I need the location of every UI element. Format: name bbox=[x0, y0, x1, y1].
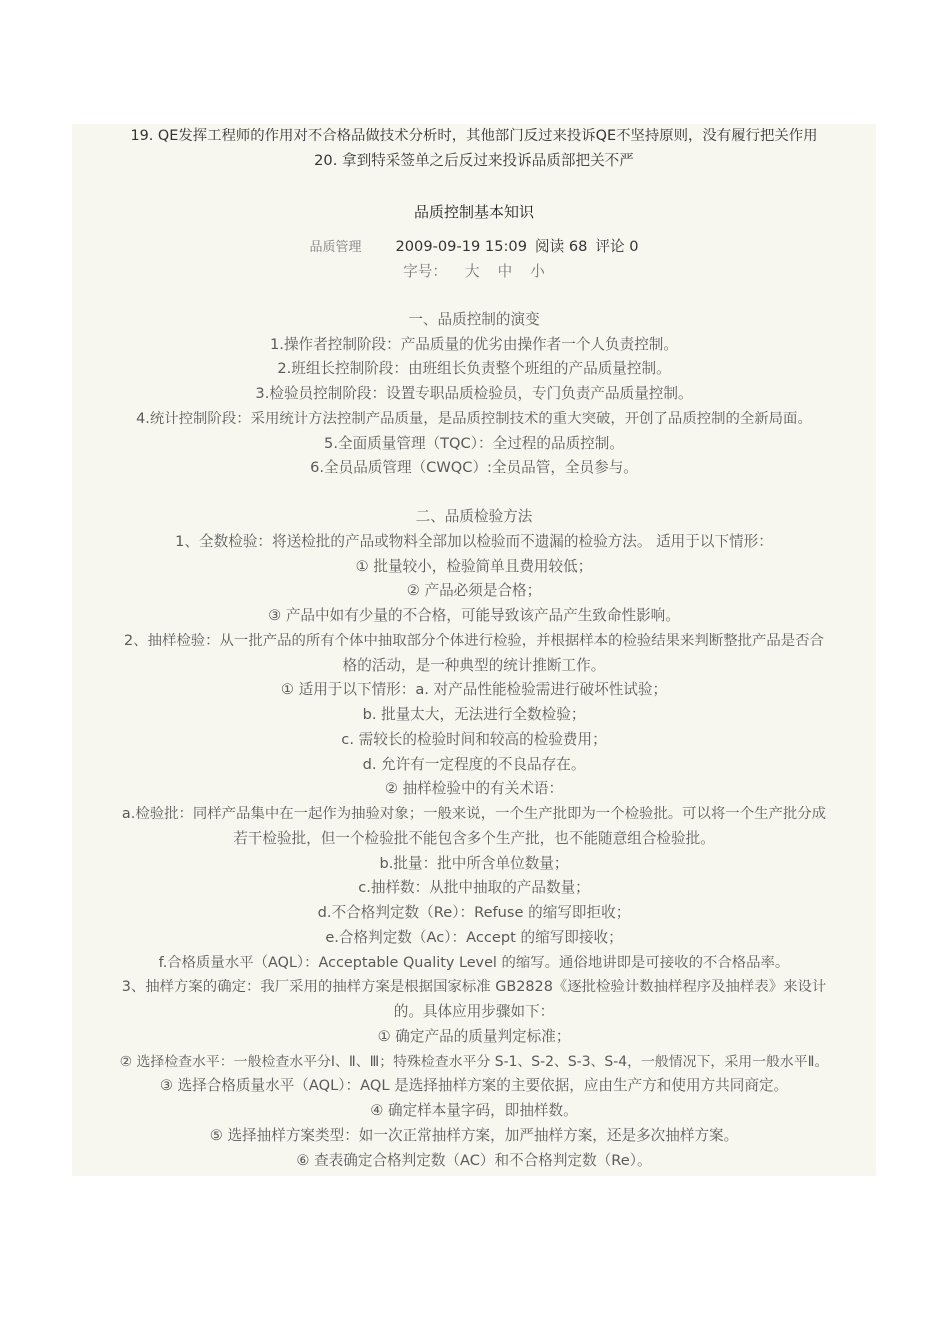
paragraph-line: 2、抽样检验：从一批产品的所有个体中抽取部分个体进行检验，并根据样本的检验结果来判断整批产品是否合 bbox=[124, 633, 824, 649]
article-meta bbox=[72, 236, 876, 259]
paragraph-line: c.抽样数：从批中抽取的产品数量； bbox=[358, 879, 590, 896]
category-link[interactable]: 品质管理 bbox=[309, 240, 362, 255]
paragraph-line: ③ 产品中如有少量的不合格，可能导致该产品产生致命性影响。 bbox=[268, 607, 680, 624]
paragraph-line: 6.全员品质管理（CWQC）:全员品管，全员参与。 bbox=[310, 459, 638, 476]
paragraph-line: 若干检验批，但一个检验批不能包含多个生产批，也不能随意组合检验批。 bbox=[233, 830, 715, 847]
list-item-19: 19. QE发挥工程师的作用对不合格品做技术分析时，其他部门反过来投诉QE不坚持原则，没有履行把关作用 bbox=[130, 128, 818, 144]
paragraph-line: 的。具体应用步骤如下： bbox=[393, 1003, 555, 1020]
section-heading-evolution: 一、品质控制的演变 bbox=[408, 311, 540, 328]
paragraph-line: b. 批量太大，无法进行全数检验； bbox=[362, 706, 586, 723]
paragraph-line: ② 抽样检验中的有关术语： bbox=[384, 780, 564, 797]
paragraph-line: ② 选择检查水平：一般检查水平分Ⅰ、Ⅱ、Ⅲ；特殊检查水平分 S-1、S-2、S-3、S-4，一般情况下，采用一般水平Ⅱ。 bbox=[119, 1054, 829, 1070]
paragraph-line: 2.班组长控制阶段：由班组长负责整个班组的产品质量控制。 bbox=[277, 360, 671, 377]
font-size-selector bbox=[72, 261, 876, 283]
paragraph-line: d. 允许有一定程度的不良品存在。 bbox=[362, 756, 586, 773]
paragraph-line: ① 确定产品的质量判定标准； bbox=[377, 1028, 571, 1045]
paragraph-line: f.合格质量水平（AQL）：Acceptable Quality Level 的缩写。通俗地讲即是可接收的不合格品率。 bbox=[158, 955, 790, 971]
paragraph-line: b.批量：批中所含单位数量； bbox=[379, 855, 569, 872]
paragraph-line: 3.检验员控制阶段：设置专职品质检验员，专门负责产品质量控制。 bbox=[255, 385, 693, 402]
comment-count[interactable]: 评论 0 bbox=[595, 238, 639, 255]
paragraph-line: a.检验批：同样产品集中在一起作为抽验对象；一般来说，一个生产批即为一个检验批。可以将一个生产批分成 bbox=[121, 806, 827, 822]
paragraph-line: ② 产品必须是合格； bbox=[406, 582, 542, 599]
paragraph-line: ⑤ 选择抽样方案类型：如一次正常抽样方案，加严抽样方案，还是多次抽样方案。 bbox=[209, 1127, 739, 1144]
paragraph-line: ⑥ 查表确定合格判定数（AC）和不合格判定数（Re）。 bbox=[296, 1152, 652, 1169]
font-size-medium-link[interactable]: 中 bbox=[497, 263, 513, 280]
paragraph-line: ③ 选择合格质量水平（AQL）：AQL 是选择抽样方案的主要依据，应由生产方和使用方共同商定。 bbox=[159, 1077, 789, 1094]
paragraph-line: ① 适用于以下情形：a. 对产品性能检验需进行破坏性试验； bbox=[280, 681, 668, 698]
font-size-large-link[interactable]: 大 bbox=[464, 263, 480, 280]
section-heading-inspection: 二、品质检验方法 bbox=[415, 508, 533, 525]
read-count: 阅读 68 bbox=[535, 238, 588, 255]
paragraph-line: 4.统计控制阶段：采用统计方法控制产品质量，是品质控制技术的重大突破，开创了品质控制的全新局面。 bbox=[136, 411, 812, 427]
paragraph-line: d.不合格判定数（Re）：Refuse 的缩写即拒收； bbox=[317, 904, 631, 921]
article-title: 品质控制基本知识 bbox=[413, 203, 534, 221]
paragraph-line: c. 需较长的检验时间和较高的检验费用； bbox=[341, 731, 607, 748]
list-item-20: 20. 拿到特采签单之后反过来投诉品质部把关不严 bbox=[314, 152, 634, 169]
paragraph-line: e.合格判定数（Ac）：Accept 的缩写即接收； bbox=[325, 929, 623, 946]
paragraph-line: 3、抽样方案的确定：我厂采用的抽样方案是根据国家标准 GB2828《逐批检验计数抽样程序及抽样表》来设计 bbox=[121, 979, 827, 995]
post-datetime: 2009-09-19 15:09 bbox=[395, 238, 527, 255]
paragraph-line: 1.操作者控制阶段：产品质量的优劣由操作者一个人负责控制。 bbox=[270, 336, 678, 353]
paragraph-line: 5.全面质量管理（TQC）：全过程的品质控制。 bbox=[324, 435, 624, 452]
paragraph-line: ④ 确定样本量字码，即抽样数。 bbox=[370, 1102, 578, 1119]
font-size-label: 字号： bbox=[403, 263, 447, 280]
paragraph-line: 1、全数检验：将送检批的产品或物料全部加以检验而不遗漏的检验方法。 适用于以下情形： bbox=[175, 533, 773, 550]
font-size-small-link[interactable]: 小 bbox=[530, 263, 545, 280]
paragraph-line: 格的活动，是一种典型的统计推断工作。 bbox=[342, 657, 606, 674]
paragraph-line: ① 批量较小，检验简单且费用较低； bbox=[355, 558, 593, 575]
